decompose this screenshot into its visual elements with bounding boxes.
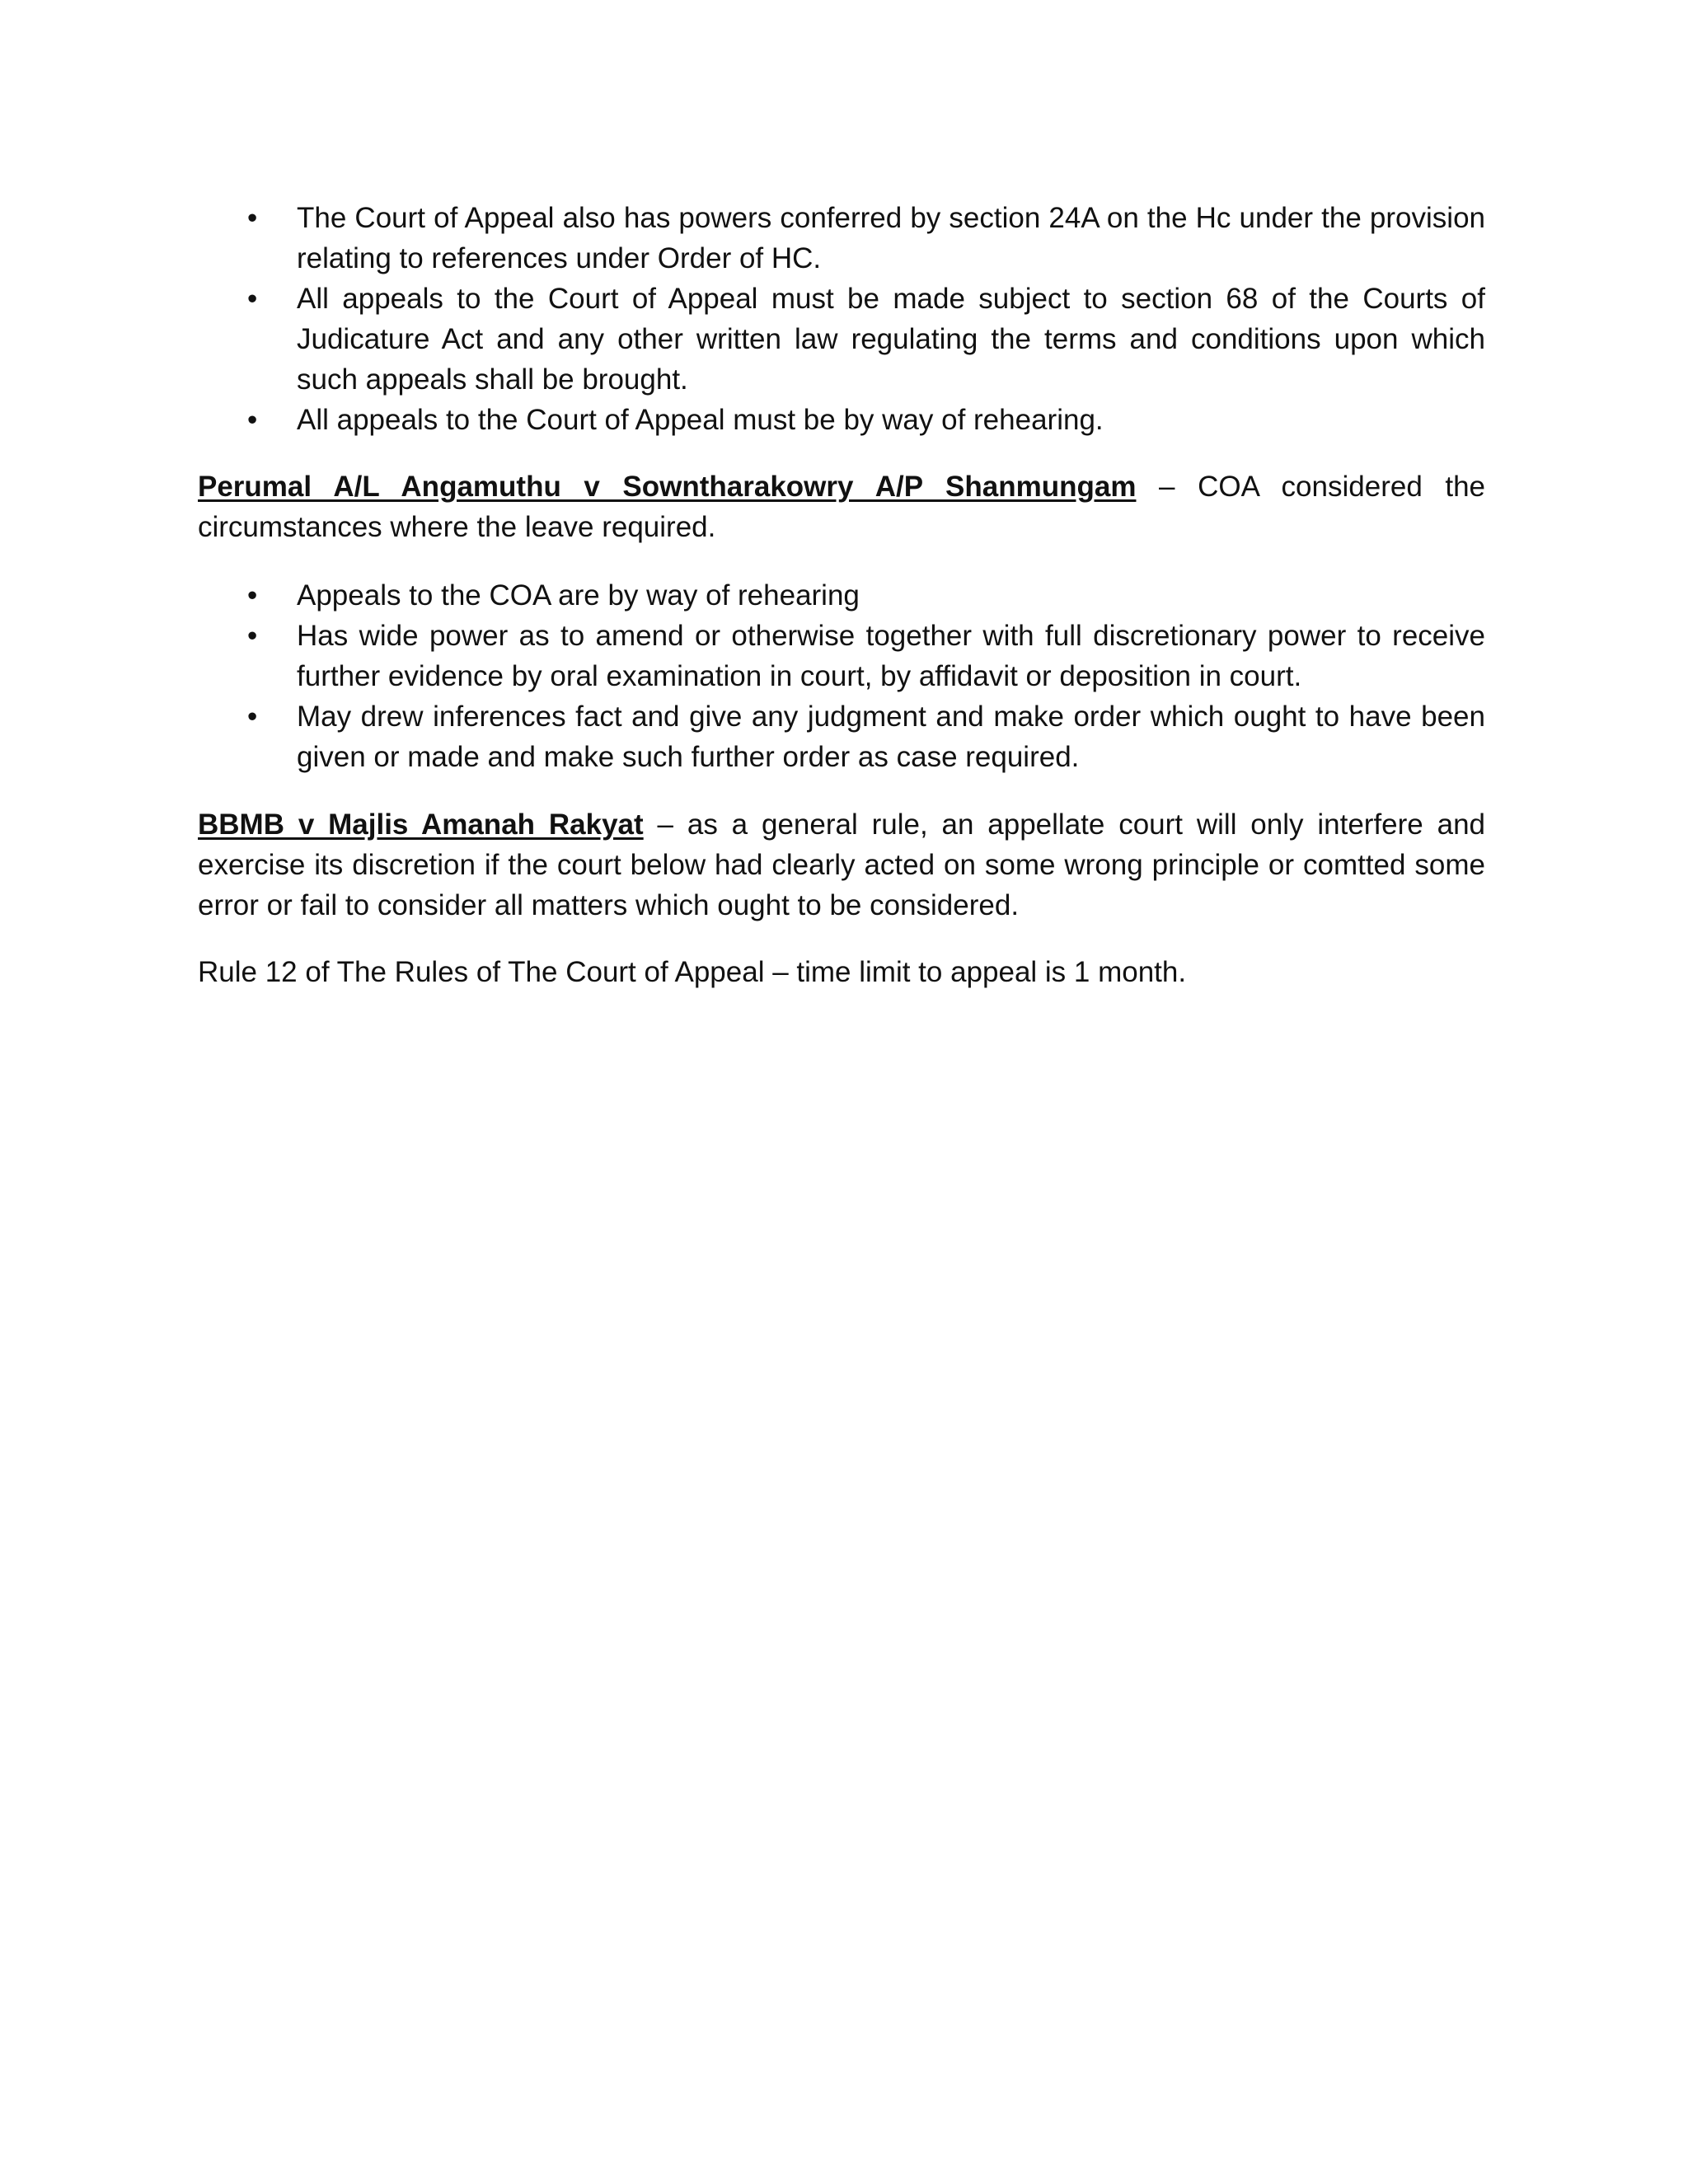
list-item <box>198 279 1485 400</box>
rule-note: Rule 12 of The Rules of The Court of Appeal – time limit to appeal is 1 month. <box>198 956 1187 988</box>
case-paragraph-bbmb <box>198 804 1485 926</box>
list-item-text: May drew inferences fact and give any judgment and make order which ought to have been given or made and make such further order as case required. <box>297 701 1485 773</box>
bullet-icon: • <box>247 283 258 315</box>
list-item <box>198 575 1485 616</box>
case-name: Perumal A/L Angamuthu v Sowntharakowry A/P Shanmungam <box>198 471 1137 503</box>
document-page <box>198 198 1485 992</box>
list-item-text: All appeals to the Court of Appeal must be made subject to section 68 of the Courts of Judicature Act and any other written law regulating the terms and conditions upon which such appeals shall be brought. <box>297 283 1485 396</box>
bullet-icon: • <box>247 202 258 234</box>
bullet-list-powers <box>198 198 1485 440</box>
bullet-list-coa <box>198 575 1485 777</box>
list-item <box>198 198 1485 279</box>
list-item <box>198 696 1485 777</box>
list-item-text: The Court of Appeal also has powers conferred by section 24A on the Hc under the provision relating to references under Order of HC. <box>297 202 1485 274</box>
bullet-icon: • <box>247 579 258 612</box>
list-item-text: Has wide power as to amend or otherwise together with full discretionary power to receive further evidence by oral examination in court, by affidavit or deposition in court. <box>297 620 1485 692</box>
list-item <box>198 616 1485 696</box>
bullet-icon: • <box>247 701 258 733</box>
list-item-text: Appeals to the COA are by way of rehearing <box>297 579 860 612</box>
case-name: BBMB v Majlis Amanah Rakyat <box>198 808 644 841</box>
bullet-icon: • <box>247 620 258 652</box>
list-item-text: All appeals to the Court of Appeal must be by way of rehearing. <box>297 404 1104 436</box>
case-summary: – COA considered the circumstances where the leave required. <box>198 471 1486 543</box>
case-summary: – as a general rule, an appellate court will only interfere and exercise its discretion if the court below had clearly acted on some wrong principle or comtted some error or fail to consider all matters which ought to be considered. <box>198 808 1486 921</box>
case-paragraph-perumal <box>198 466 1485 547</box>
list-item <box>198 400 1485 440</box>
bullet-icon: • <box>247 404 258 436</box>
